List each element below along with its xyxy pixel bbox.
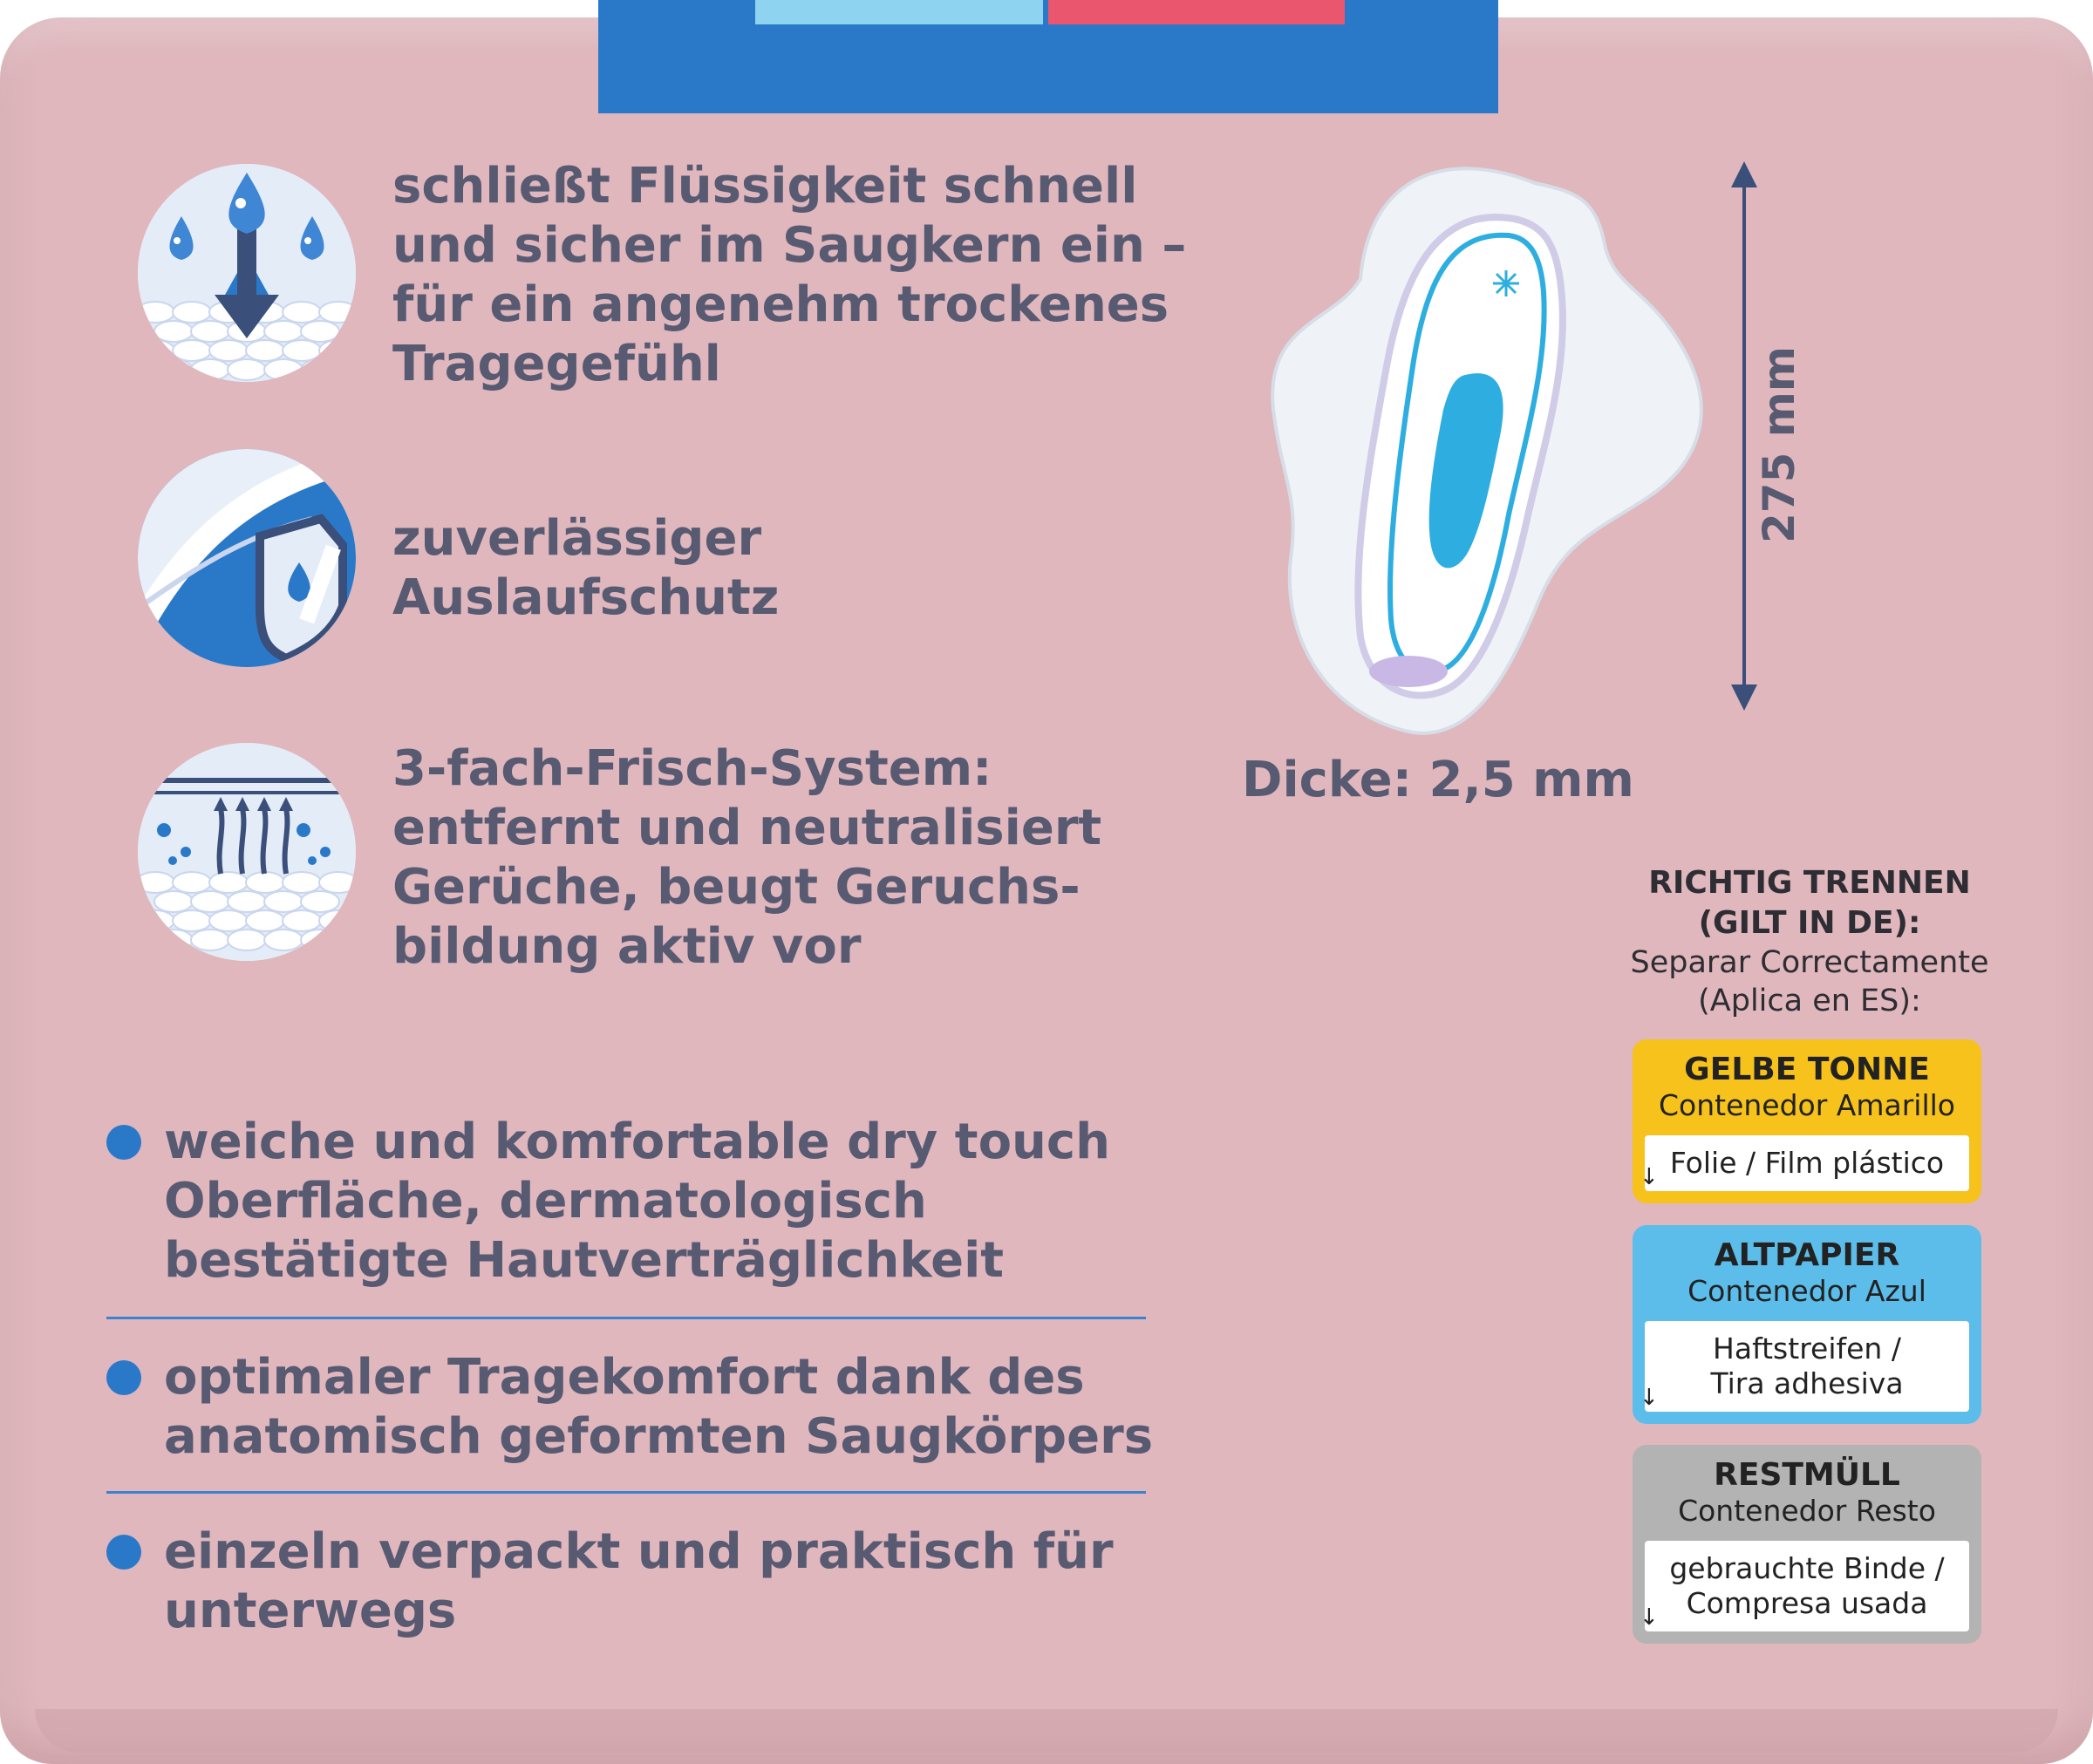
thickness-label: Dicke: 2,5 mm <box>1242 752 1634 808</box>
bin-content-text: gebrauchte Binde / Compresa usada <box>1669 1551 1945 1620</box>
droplets-absorb-icon <box>138 164 356 382</box>
feature-leak-text: zuverlässiger Auslaufschutz <box>392 510 780 626</box>
bullet-packaging-text: einzeln verpackt und praktisch für unterwegs <box>164 1523 1114 1639</box>
flap-stripe-red <box>1048 0 1345 24</box>
bin-name-es: Contenedor Azul <box>1687 1274 1926 1308</box>
bin-name: ALTPAPIER <box>1714 1237 1900 1273</box>
bullet-dot <box>106 1535 141 1570</box>
arrow-down-icon: ↓ <box>1640 1385 1659 1411</box>
bin-content <box>1640 1135 1969 1191</box>
bin-name: GELBE TONNE <box>1684 1052 1930 1087</box>
bin-content <box>1640 1321 1969 1412</box>
separation-subtitle: Separar Correctamente (Aplica en ES): <box>1630 945 1989 1018</box>
bin-content-text: Folie / Film plástico <box>1669 1146 1945 1180</box>
bullet-dot <box>106 1360 141 1395</box>
bullet-comfort-text: optimaler Tragekomfort dank des anatomisch geformten Saugkörpers <box>164 1349 1154 1465</box>
feature-fresh-text: 3-fach-Frisch-System: entfernt und neutralisiert Gerüche, beugt Geruchs- bildung aktiv vor <box>392 740 1102 975</box>
flap-stripe-light <box>755 0 1043 24</box>
length-label <box>1731 346 1827 543</box>
bin-yellow <box>1633 1039 1981 1203</box>
bin-name-es: Contenedor Amarillo <box>1658 1088 1955 1122</box>
pad-illustration <box>1247 148 1770 741</box>
package-seal <box>35 1709 2058 1753</box>
length-value: 275 mm <box>1754 346 1804 543</box>
feature-absorb-text: schließt Flüssigkeit schnell und sicher im Saugkern ein – für ein angenehm trockenes Tragegefühl <box>392 158 1187 392</box>
bin-name: RESTMÜLL <box>1714 1457 1900 1493</box>
top-blue-flap <box>598 0 1498 113</box>
bin-content-text: Haftstreifen / Tira adhesiva <box>1710 1332 1904 1400</box>
leak-shield-icon <box>138 449 356 667</box>
bin-name-es: Contenedor Resto <box>1678 1494 1936 1528</box>
bullet-softness-text: weiche und komfortable dry touch Oberfläche, dermatologisch bestätigte Hautverträglichkeit <box>164 1114 1110 1289</box>
divider <box>106 1317 1146 1319</box>
bullet-dot <box>106 1125 141 1160</box>
arrow-down-icon: ↓ <box>1640 1164 1659 1190</box>
bin-content <box>1640 1541 1969 1631</box>
fresh-layers-icon <box>138 743 356 961</box>
bin-blue <box>1633 1225 1981 1424</box>
divider <box>106 1491 1146 1494</box>
bin-grey <box>1633 1445 1981 1644</box>
separation-title: RICHTIG TRENNEN (GILT IN DE): <box>1648 865 1971 941</box>
arrow-down-icon: ↓ <box>1640 1604 1659 1631</box>
